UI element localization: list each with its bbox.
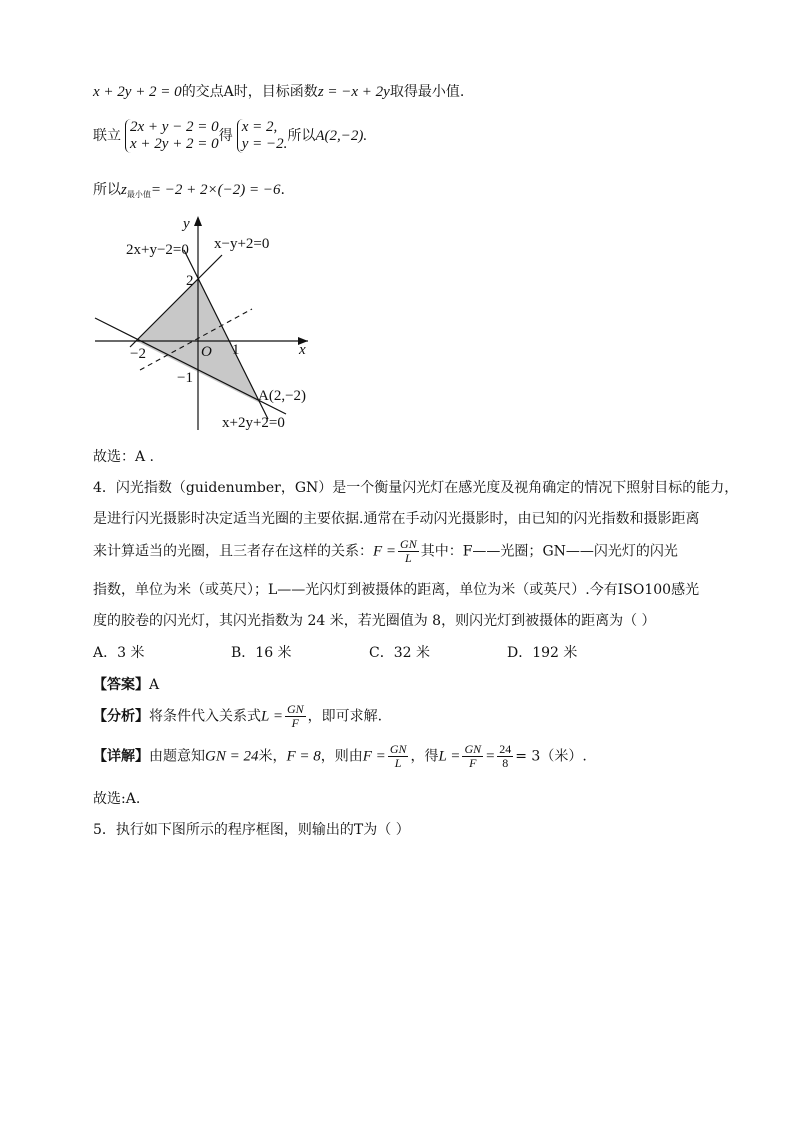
point-a-result: A(2,−2). [315,128,368,144]
q5-text: 5．执行如下图所示的程序框图，则输出的T为（ ） [93,822,410,838]
choice-a[interactable]: A．3 米 [93,645,145,661]
sol3-answer: 故选：A . [93,449,155,465]
answer-tag: 【答案】 [93,677,149,693]
q4-answer [93,675,159,695]
formula-f: F = [373,543,397,560]
point-a-label: A(2,−2) [258,388,307,404]
q4-line3 [93,538,678,565]
system-solution [237,119,288,153]
z-symbol: z [121,182,127,198]
formula-fraction [398,538,419,565]
feasible-region-graph [90,210,320,435]
detail-text-b: 米， [258,748,287,765]
detail-fraction-1 [388,743,409,770]
line-label-x-y: x−y+2=0 [214,236,270,252]
z-subscript: 最小值 [126,190,151,199]
q4-analysis [93,703,382,730]
detail-tag: 【详解】 [93,748,149,765]
objective-function: z = −x + 2y [317,84,390,100]
detail-fraction-2 [462,743,483,770]
line-label-x-2y: x+2y+2=0 [222,415,285,431]
q4-line2: 是进行闪光摄影时决定适当光圈的主要依据.通常在手动闪光摄影时，由已知的闪光指数和摄影距离 [93,511,700,527]
solution-y: y = −2. [241,136,288,152]
min-value-expression: = −2 + 2×(−2) = −6 [150,182,281,198]
system-eq-2: x + 2y + 2 = 0 [130,136,219,152]
detail-denominator-2: F [469,756,477,770]
detail-formula-l: L = [438,748,461,765]
sol3-de: 得 [218,128,233,144]
origin-label: O [201,344,212,360]
eq-line3: x + 2y + 2 = 0 [93,84,182,100]
detail-text-e: = 3（米）. [515,748,587,765]
line-label-2x-y: 2x+y−2=0 [126,242,189,258]
tick-1-label: 1 [232,342,240,358]
sol3-line2 [93,119,367,153]
q4-choices [93,643,577,663]
system-equations [125,119,219,153]
x-axis-label: x [299,342,306,358]
choice-b[interactable]: B．16 米 [231,645,292,661]
detail-f: F = 8 [286,748,321,765]
choice-c[interactable]: C．32 米 [369,645,430,661]
y-axis-arrow [194,216,202,226]
q4-line1: 4．闪光指数（guidenumber，GN）是一个衡量闪光灯在感光度及视角确定的情况下照射目标的能力， [93,480,739,496]
analysis-denominator: F [291,716,299,730]
analysis-tag: 【分析】 [93,708,149,725]
q4-detail [93,743,587,770]
detail-text-c: ，则由 [320,748,363,765]
detail-equals: = [485,748,496,765]
sol3-lianli: 联立 [93,128,121,144]
analysis-l: L = [261,708,283,725]
fraction-denominator: L [405,551,412,565]
q4-line3-b: 其中： [420,543,463,560]
detail-numerator-2: GN [464,742,482,756]
q4-line4: 指数，单位为米（或英尺）；L——光闪灯到被摄体的距离，单位为米（或英尺）.今有ISO100感光 [93,582,700,598]
y-axis-label: y [183,216,190,232]
detail-text-a: 由题意知 [149,748,205,765]
detail-fraction-3 [497,743,513,770]
tick-neg2-label: −2 [130,346,146,362]
detail-text-d: ，得 [410,748,439,765]
detail-denominator-3: 8 [502,756,509,770]
fraction-numerator: GN [400,537,417,551]
analysis-text-b: ，即可求解. [307,708,383,725]
sol3-line3 [93,180,285,205]
q4-line3-c: F——光圈； [462,543,543,560]
q4-line5: 度的胶卷的闪光灯，其闪光指数为 24 米，若光圈值为 8，则闪光灯到被摄体的距离为（ ） [93,613,656,629]
sol3-line3-end: . [280,182,285,198]
q4-final: 故选:A. [93,791,141,807]
sol3-line1-mid: 的交点A时，目标函数 [181,84,318,100]
detail-denominator-1: L [394,756,402,770]
detail-numerator-1: GN [389,742,407,756]
detail-formula-f: F = [362,748,386,765]
detail-gn: GN = 24 [205,748,259,765]
sol3-suoyi: 所以 [287,128,316,144]
analysis-text-a: 将条件代入关系式 [149,708,261,725]
solution-x: x = 2, [241,119,278,135]
sol3-line3-prefix: 所以 [93,182,121,198]
choice-d[interactable]: D．192 米 [507,645,578,661]
analysis-fraction [285,703,306,730]
analysis-numerator: GN [286,702,304,716]
system-eq-1: 2x + y − 2 = 0 [130,119,219,135]
q4-line3-d: GN——闪光灯的闪光 [542,543,678,560]
detail-numerator-3: 24 [499,742,512,756]
tick-2-label: 2 [186,273,194,289]
tick-neg1-label: −1 [177,370,193,386]
q4-line3-a: 来计算适当的光圈，且三者存在这样的关系： [93,543,373,560]
sol3-line1-end: 取得最小值. [389,84,465,100]
sol3-line1 [93,82,464,102]
answer-value: A [149,677,160,693]
